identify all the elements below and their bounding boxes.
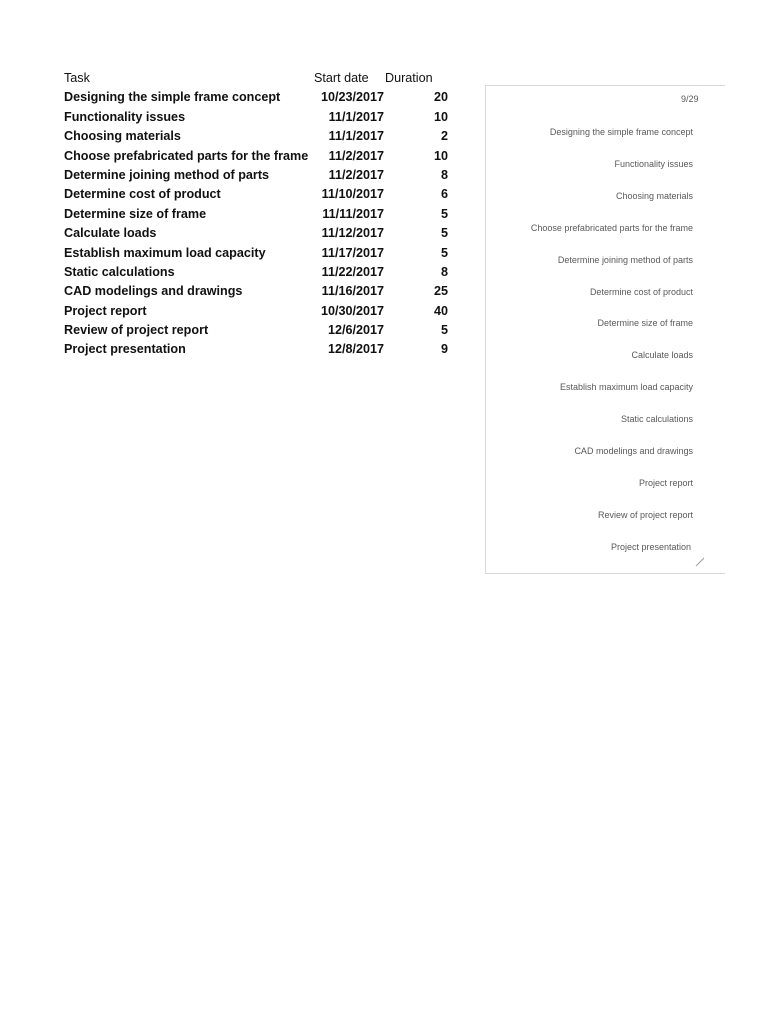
task-cell: Project report [64, 303, 147, 318]
duration-cell: 5 [440, 206, 448, 221]
start-date-cell: 12/8/2017 [327, 342, 384, 357]
duration-cell: 8 [440, 167, 448, 182]
task-table [64, 69, 454, 360]
table-row [64, 244, 454, 263]
start-date-cell: 11/11/2017 [322, 206, 384, 221]
table-row [64, 321, 454, 340]
y-axis-category-label: Determine cost of product [589, 286, 693, 297]
y-axis-category-label: CAD modelings and drawings [574, 446, 693, 456]
table-row [64, 108, 454, 127]
start-date-cell: 11/10/2017 [321, 187, 384, 202]
table-row [64, 302, 454, 321]
table-row [64, 127, 454, 146]
y-axis-category-label: Calculate loads [631, 350, 693, 361]
task-cell: Choose prefabricated parts for the frame [64, 148, 309, 163]
table-row [64, 166, 454, 185]
y-axis-category-label: Functionality issues [614, 158, 693, 169]
start-date-cell: 11/1/2017 [328, 109, 384, 124]
task-cell: Functionality issues [64, 109, 186, 124]
task-cell: Determine joining method of parts [64, 167, 270, 182]
task-cell: Establish maximum load capacity [64, 245, 266, 260]
start-date-cell: 11/12/2017 [321, 226, 384, 241]
duration-cell: 5 [440, 245, 448, 260]
y-axis-category-label: Choose prefabricated parts for the frame [530, 222, 693, 233]
start-date-cell: 10/30/2017 [320, 303, 384, 318]
task-cell: Designing the simple frame concept [64, 90, 281, 105]
table-row [64, 263, 454, 282]
duration-cell: 8 [440, 264, 448, 279]
start-date-cell: 11/2/2017 [328, 148, 384, 163]
duration-cell: 10 [433, 148, 448, 163]
start-date-cell: 11/22/2017 [321, 264, 384, 279]
y-axis-category-label: Static calculations [620, 414, 693, 425]
task-cell: Project presentation [64, 342, 186, 357]
header-duration: Duration [385, 71, 433, 85]
y-axis-category-label: Choosing materials [615, 190, 693, 201]
start-date-cell: 12/6/2017 [327, 323, 384, 338]
chart-plot-area [485, 85, 704, 574]
task-cell: Determine cost of product [64, 187, 221, 202]
x-axis-tick-label: 9/29 [681, 94, 699, 104]
duration-cell: 10 [433, 109, 448, 124]
task-cell: Determine size of frame [64, 206, 207, 221]
duration-cell: 5 [440, 226, 448, 241]
duration-cell: 40 [433, 303, 448, 318]
y-axis-category-label: Project report [638, 477, 693, 488]
start-date-cell: 11/16/2017 [321, 284, 384, 299]
table-header-row [64, 69, 454, 88]
start-date-cell: 11/1/2017 [328, 129, 384, 144]
start-date-cell: 11/17/2017 [321, 245, 384, 260]
duration-cell: 2 [440, 129, 448, 144]
y-axis-category-label: Establish maximum load capacity [559, 382, 693, 393]
table-row [64, 185, 454, 204]
duration-cell: 25 [433, 284, 448, 299]
y-axis-category-label: Designing the simple frame concept [549, 127, 693, 137]
table-row [64, 224, 454, 243]
table-row [64, 147, 454, 166]
resize-handle-icon[interactable] [695, 557, 704, 567]
header-task: Task [64, 71, 90, 85]
table-row [64, 282, 454, 301]
duration-cell: 5 [440, 323, 448, 338]
task-cell: Choosing materials [64, 129, 181, 144]
task-cell: CAD modelings and drawings [64, 284, 243, 299]
table-body [64, 88, 454, 359]
header-start-date: Start date [314, 71, 369, 85]
start-date-cell: 10/23/2017 [320, 90, 384, 105]
task-cell: Static calculations [64, 264, 175, 279]
y-axis-category-label: Determine joining method of parts [557, 254, 693, 265]
duration-cell: 9 [440, 342, 448, 357]
table-row [64, 88, 454, 107]
y-axis-category-label: Project presentation [610, 541, 691, 552]
duration-cell: 20 [433, 90, 448, 105]
table-row [64, 205, 454, 224]
task-cell: Calculate loads [64, 226, 157, 241]
y-axis-category-label: Determine size of frame [597, 318, 693, 329]
duration-cell: 6 [440, 187, 448, 202]
start-date-cell: 11/2/2017 [328, 167, 384, 182]
task-cell: Review of project report [64, 323, 209, 338]
table-row [64, 340, 454, 359]
gantt-chart[interactable] [485, 80, 704, 580]
y-axis-category-label: Review of project report [597, 509, 693, 520]
